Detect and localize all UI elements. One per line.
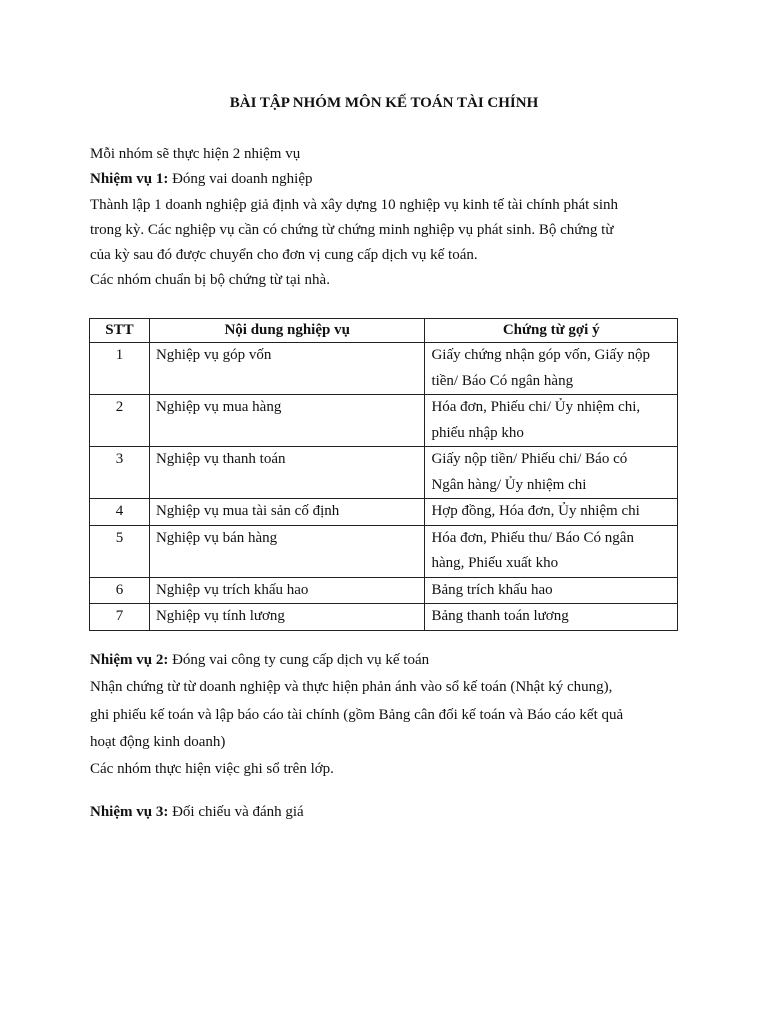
row-documents-line-2: phiếu nhập kho <box>431 424 524 441</box>
task3-section <box>90 800 690 825</box>
row-stt: 7 <box>90 604 150 631</box>
intro-section <box>90 142 690 294</box>
row-content: Nghiệp vụ thanh toán <box>149 447 424 499</box>
row-content: Nghiệp vụ tính lương <box>149 604 424 631</box>
row-stt: 6 <box>90 577 150 604</box>
table-row <box>90 343 678 395</box>
table-row <box>90 604 678 631</box>
task1-line-3: của kỳ sau đó được chuyển cho đơn vị cung cấp dịch vụ kế toán. <box>90 247 478 264</box>
row-stt: 5 <box>90 525 150 577</box>
row-documents: Hợp đồng, Hóa đơn, Ủy nhiệm chi <box>425 499 678 526</box>
task2-title: Đóng vai công ty cung cấp dịch vụ kế toán <box>168 652 430 668</box>
table-row <box>90 577 678 604</box>
task3-label: Nhiệm vụ 3: <box>90 804 169 820</box>
row-documents <box>425 447 678 499</box>
task2-line-1: Nhận chứng từ từ doanh nghiệp và thực hiện phản ánh vào sổ kế toán (Nhật ký chung), <box>90 679 613 696</box>
row-stt: 3 <box>90 447 150 499</box>
table-row <box>90 525 678 577</box>
row-content: Nghiệp vụ bán hàng <box>149 525 424 577</box>
task2-heading <box>90 647 690 674</box>
task1-title: Đóng vai doanh nghiệp <box>168 171 313 188</box>
row-documents-line-1: Giấy chứng nhận góp vốn, Giấy nộp <box>431 347 650 363</box>
row-content: Nghiệp vụ mua hàng <box>149 395 424 447</box>
row-documents-line-1: Hóa đơn, Phiếu chi/ Ủy nhiệm chi, <box>431 399 641 415</box>
row-documents-line-2: hàng, Phiếu xuất kho <box>431 555 559 571</box>
row-stt: 1 <box>90 343 150 395</box>
header-documents: Chứng từ gợi ý <box>425 319 678 343</box>
table-row <box>90 395 678 447</box>
task3-heading <box>90 800 690 825</box>
row-documents <box>425 395 678 447</box>
task2-line-4: Các nhóm thực hiện việc ghi sổ trên lớp. <box>90 761 334 778</box>
table-row <box>90 499 678 526</box>
row-documents <box>425 525 678 577</box>
task1-heading <box>90 167 690 192</box>
row-documents-line-1: Hóa đơn, Phiếu thu/ Báo Có ngân <box>431 529 634 546</box>
row-documents-line-1: Giấy nộp tiền/ Phiếu chi/ Báo có <box>431 451 628 467</box>
task3-title: Đối chiếu và đánh giá <box>168 804 304 820</box>
intro-text: Mỗi nhóm sẽ thực hiện 2 nhiệm vụ <box>90 146 301 162</box>
task2-label: Nhiệm vụ 2: <box>90 652 169 668</box>
row-content: Nghiệp vụ mua tài sản cố định <box>149 499 424 526</box>
header-stt: STT <box>90 319 150 343</box>
task1-label: Nhiệm vụ 1: <box>90 171 169 188</box>
task1-line-2: trong kỳ. Các nghiệp vụ cần có chứng từ chứng minh nghiệp vụ phát sinh. Bộ chứng từ <box>90 221 614 238</box>
row-documents-line-2: tiền/ Báo Có ngân hàng <box>431 372 574 389</box>
row-documents: Bảng trích khấu hao <box>425 577 678 604</box>
row-content: Nghiệp vụ góp vốn <box>149 343 424 395</box>
task1-line-1: Thành lập 1 doanh nghiệp giả định và xây dựng 10 nghiệp vụ kinh tế tài chính phát sinh <box>90 196 619 213</box>
table-row <box>90 447 678 499</box>
row-content: Nghiệp vụ trích khấu hao <box>149 577 424 604</box>
transactions-table <box>89 318 678 631</box>
row-documents <box>425 343 678 395</box>
header-content: Nội dung nghiệp vụ <box>149 319 424 343</box>
row-documents: Bảng thanh toán lương <box>425 604 678 631</box>
task2-line-3: hoạt động kinh doanh) <box>90 733 226 750</box>
row-documents-line-2: Ngân hàng/ Ủy nhiệm chi <box>431 476 587 493</box>
table-header-row <box>90 319 678 343</box>
task2-section <box>90 647 690 783</box>
task2-line-2: ghi phiếu kế toán và lập báo cáo tài chính (gồm Bảng cân đối kế toán và Báo cáo kết quả <box>90 706 624 723</box>
row-stt: 2 <box>90 395 150 447</box>
row-stt: 4 <box>90 499 150 526</box>
task1-line-4: Các nhóm chuẩn bị bộ chứng từ tại nhà. <box>90 272 330 289</box>
document-title: BÀI TẬP NHÓM MÔN KẾ TOÁN TÀI CHÍNH <box>229 95 539 111</box>
